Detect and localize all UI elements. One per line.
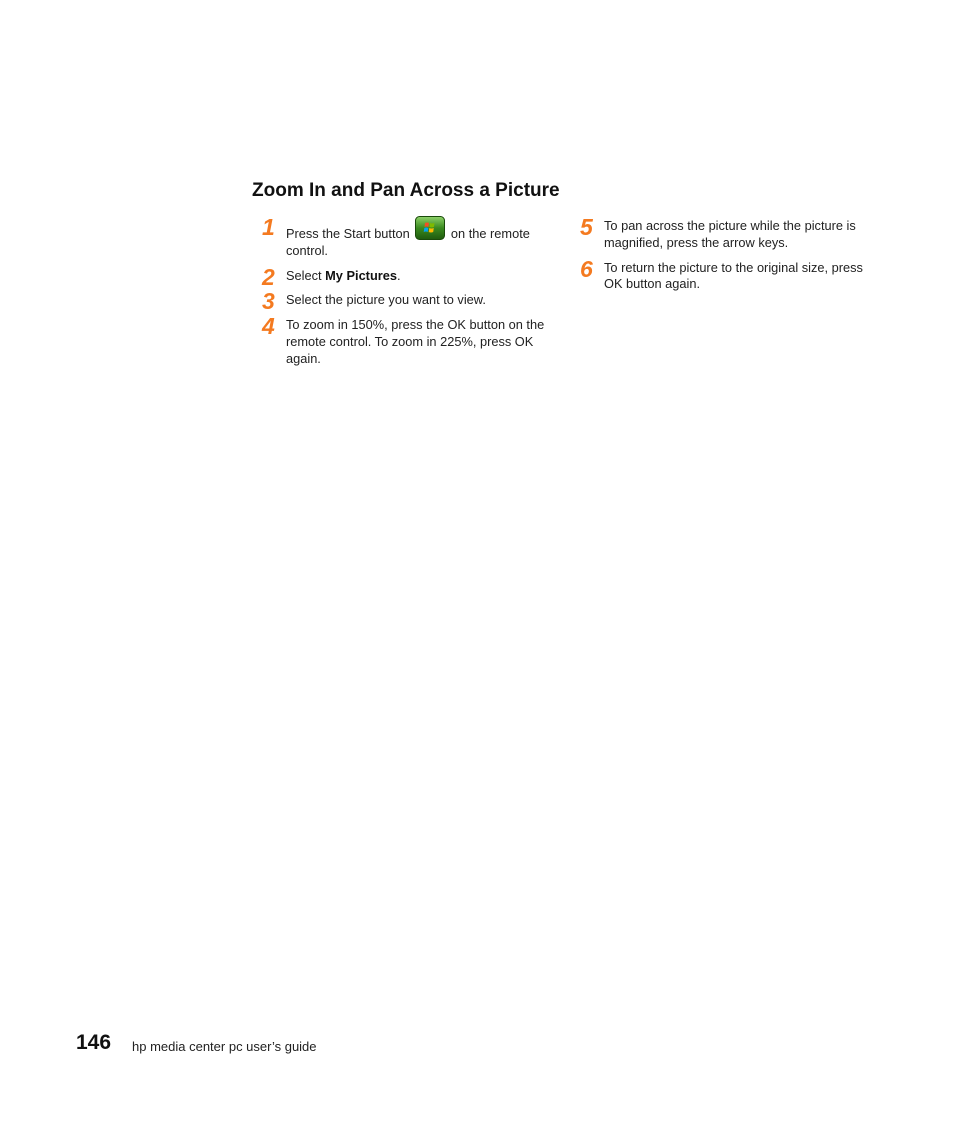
step-text (286, 218, 562, 260)
step-text-before: Press the Start button (286, 226, 410, 241)
step-text-after: on the remote control. (286, 226, 530, 258)
page-number: 146 (76, 1031, 112, 1054)
step-number: 2 (262, 263, 275, 290)
step-text: To pan across the picture while the picture is magnified, press the arrow keys. (604, 218, 856, 250)
step-text: To zoom in 150%, press the OK button on the remote control. To zoom in 225%, press OK again. (286, 317, 545, 366)
windows-start-icon (415, 216, 445, 240)
step-text: To return the picture to the original size, press OK button again. (604, 259, 863, 292)
step-text-bold: My Pictures (325, 267, 397, 283)
step-number: 3 (262, 288, 275, 315)
step-text: Select the picture you want to view. (286, 292, 486, 308)
step-2 (262, 263, 562, 290)
guide-title: hp media center pc user’s guide (132, 1039, 317, 1054)
step-4 (262, 313, 562, 367)
step-number: 6 (580, 255, 593, 282)
step-1 (262, 214, 562, 260)
step-text-before: Select (286, 267, 322, 283)
section-title: Zoom In and Pan Across a Picture (252, 180, 560, 201)
step-number: 1 (262, 214, 275, 240)
step-5 (580, 214, 880, 252)
step-6 (580, 255, 880, 294)
step-number: 5 (580, 214, 593, 240)
step-text-after: . (396, 267, 401, 283)
step-number: 4 (262, 313, 275, 340)
step-3 (262, 288, 562, 315)
steps-column-right (580, 214, 880, 301)
step-text (286, 268, 562, 285)
steps-column-left (262, 214, 562, 376)
